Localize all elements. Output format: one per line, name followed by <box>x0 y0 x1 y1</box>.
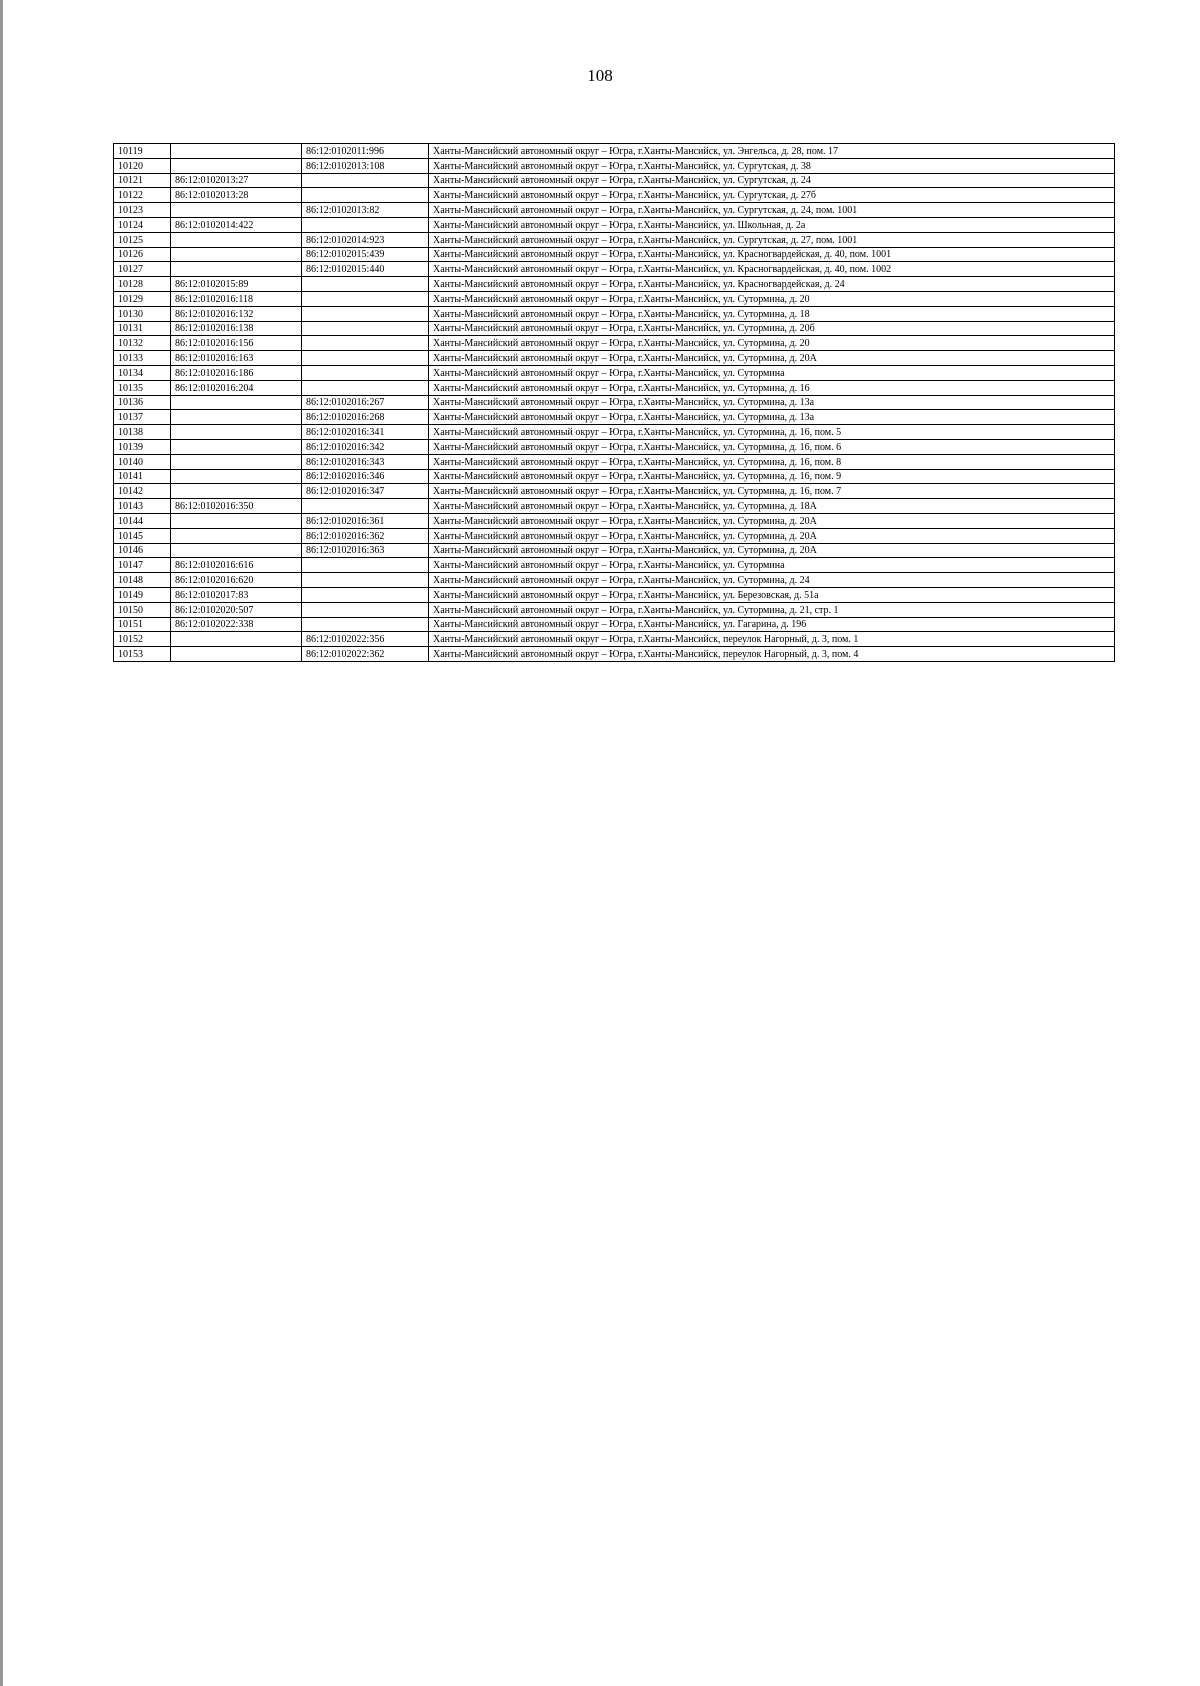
table-row <box>114 232 1115 247</box>
land-cadastral-cell: 86:12:0102013:27 <box>171 173 302 188</box>
table-row <box>114 188 1115 203</box>
building-cadastral-cell: 86:12:0102013:82 <box>302 203 429 218</box>
row-number-cell: 10150 <box>114 602 171 617</box>
table-row <box>114 380 1115 395</box>
address-cell: Ханты-Мансийский автономный округ – Югра, г.Ханты-Мансийск, ул. Красногвардейская, д. 40, пом. 1002 <box>429 262 1115 277</box>
registry-table <box>113 143 1115 662</box>
land-cadastral-cell: 86:12:0102016:350 <box>171 499 302 514</box>
building-cadastral-cell: 86:12:0102016:343 <box>302 454 429 469</box>
building-cadastral-cell <box>302 558 429 573</box>
address-cell: Ханты-Мансийский автономный округ – Югра, г.Ханты-Мансийск, ул. Сутормина, д. 24 <box>429 573 1115 588</box>
row-number-cell: 10147 <box>114 558 171 573</box>
building-cadastral-cell: 86:12:0102011:996 <box>302 144 429 159</box>
building-cadastral-cell <box>302 602 429 617</box>
scan-edge <box>0 0 3 1686</box>
row-number-cell: 10148 <box>114 573 171 588</box>
table-row <box>114 647 1115 662</box>
address-cell: Ханты-Мансийский автономный округ – Югра, г.Ханты-Мансийск, ул. Сутормина, д. 16, пом. 5 <box>429 425 1115 440</box>
address-cell: Ханты-Мансийский автономный округ – Югра, г.Ханты-Мансийск, ул. Сургутская, д. 24, пом. 1001 <box>429 203 1115 218</box>
table-row <box>114 558 1115 573</box>
address-cell: Ханты-Мансийский автономный округ – Югра, г.Ханты-Мансийск, ул. Сургутская, д. 38 <box>429 158 1115 173</box>
building-cadastral-cell <box>302 306 429 321</box>
page-number: 108 <box>587 66 613 85</box>
table-row <box>114 173 1115 188</box>
land-cadastral-cell: 86:12:0102022:338 <box>171 617 302 632</box>
table-row <box>114 291 1115 306</box>
row-number-cell: 10152 <box>114 632 171 647</box>
address-cell: Ханты-Мансийский автономный округ – Югра, г.Ханты-Мансийск, ул. Сутормина, д. 18А <box>429 499 1115 514</box>
address-cell: Ханты-Мансийский автономный округ – Югра, г.Ханты-Мансийск, ул. Сутормина, д. 13а <box>429 410 1115 425</box>
table-row <box>114 617 1115 632</box>
row-number-cell: 10140 <box>114 454 171 469</box>
land-cadastral-cell <box>171 158 302 173</box>
row-number-cell: 10127 <box>114 262 171 277</box>
land-cadastral-cell: 86:12:0102016:204 <box>171 380 302 395</box>
table-row <box>114 262 1115 277</box>
land-cadastral-cell <box>171 395 302 410</box>
building-cadastral-cell <box>302 277 429 292</box>
land-cadastral-cell: 86:12:0102020:507 <box>171 602 302 617</box>
address-cell: Ханты-Мансийский автономный округ – Югра, г.Ханты-Мансийск, ул. Сургутская, д. 27б <box>429 188 1115 203</box>
building-cadastral-cell: 86:12:0102016:361 <box>302 513 429 528</box>
row-number-cell: 10126 <box>114 247 171 262</box>
building-cadastral-cell: 86:12:0102016:341 <box>302 425 429 440</box>
address-cell: Ханты-Мансийский автономный округ – Югра, г.Ханты-Мансийск, ул. Гагарина, д. 196 <box>429 617 1115 632</box>
building-cadastral-cell: 86:12:0102013:108 <box>302 158 429 173</box>
building-cadastral-cell: 86:12:0102015:440 <box>302 262 429 277</box>
building-cadastral-cell: 86:12:0102016:346 <box>302 469 429 484</box>
building-cadastral-cell: 86:12:0102022:356 <box>302 632 429 647</box>
building-cadastral-cell <box>302 321 429 336</box>
land-cadastral-cell: 86:12:0102016:138 <box>171 321 302 336</box>
address-cell: Ханты-Мансийский автономный округ – Югра, г.Ханты-Мансийск, ул. Сутормина, д. 16, пом. 9 <box>429 469 1115 484</box>
land-cadastral-cell: 86:12:0102015:89 <box>171 277 302 292</box>
address-cell: Ханты-Мансийский автономный округ – Югра, г.Ханты-Мансийск, ул. Березовская, д. 51а <box>429 587 1115 602</box>
building-cadastral-cell: 86:12:0102014:923 <box>302 232 429 247</box>
address-cell: Ханты-Мансийский автономный округ – Югра, г.Ханты-Мансийск, ул. Сургутская, д. 27, пом. 1001 <box>429 232 1115 247</box>
land-cadastral-cell: 86:12:0102016:118 <box>171 291 302 306</box>
address-cell: Ханты-Мансийский автономный округ – Югра, г.Ханты-Мансийск, ул. Сутормина, д. 20А <box>429 528 1115 543</box>
row-number-cell: 10119 <box>114 144 171 159</box>
land-cadastral-cell <box>171 425 302 440</box>
row-number-cell: 10120 <box>114 158 171 173</box>
row-number-cell: 10121 <box>114 173 171 188</box>
address-cell: Ханты-Мансийский автономный округ – Югра, г.Ханты-Мансийск, ул. Сутормина <box>429 365 1115 380</box>
row-number-cell: 10139 <box>114 439 171 454</box>
address-cell: Ханты-Мансийский автономный округ – Югра, г.Ханты-Мансийск, ул. Сутормина, д. 16 <box>429 380 1115 395</box>
address-cell: Ханты-Мансийский автономный округ – Югра, г.Ханты-Мансийск, ул. Сутормина, д. 20А <box>429 513 1115 528</box>
table-row <box>114 454 1115 469</box>
address-cell: Ханты-Мансийский автономный округ – Югра, г.Ханты-Мансийск, ул. Красногвардейская, д. 40, пом. 1001 <box>429 247 1115 262</box>
land-cadastral-cell <box>171 203 302 218</box>
address-cell: Ханты-Мансийский автономный округ – Югра, г.Ханты-Мансийск, переулок Нагорный, д. 3, пом. 1 <box>429 632 1115 647</box>
table-row <box>114 439 1115 454</box>
land-cadastral-cell <box>171 232 302 247</box>
address-cell: Ханты-Мансийский автономный округ – Югра, г.Ханты-Мансийск, ул. Сутормина, д. 20б <box>429 321 1115 336</box>
table-row <box>114 321 1115 336</box>
row-number-cell: 10136 <box>114 395 171 410</box>
land-cadastral-cell <box>171 513 302 528</box>
land-cadastral-cell <box>171 439 302 454</box>
table-row <box>114 410 1115 425</box>
address-cell: Ханты-Мансийский автономный округ – Югра, г.Ханты-Мансийск, переулок Нагорный, д. 3, пом. 4 <box>429 647 1115 662</box>
table-row <box>114 336 1115 351</box>
building-cadastral-cell: 86:12:0102016:267 <box>302 395 429 410</box>
table-row <box>114 306 1115 321</box>
table-row <box>114 602 1115 617</box>
building-cadastral-cell: 86:12:0102015:439 <box>302 247 429 262</box>
land-cadastral-cell <box>171 410 302 425</box>
land-cadastral-cell <box>171 647 302 662</box>
building-cadastral-cell <box>302 217 429 232</box>
land-cadastral-cell: 86:12:0102016:620 <box>171 573 302 588</box>
land-cadastral-cell: 86:12:0102014:422 <box>171 217 302 232</box>
table-row <box>114 351 1115 366</box>
row-number-cell: 10124 <box>114 217 171 232</box>
row-number-cell: 10145 <box>114 528 171 543</box>
row-number-cell: 10138 <box>114 425 171 440</box>
building-cadastral-cell: 86:12:0102016:347 <box>302 484 429 499</box>
building-cadastral-cell <box>302 617 429 632</box>
row-number-cell: 10137 <box>114 410 171 425</box>
address-cell: Ханты-Мансийский автономный округ – Югра, г.Ханты-Мансийск, ул. Сутормина <box>429 558 1115 573</box>
land-cadastral-cell <box>171 632 302 647</box>
building-cadastral-cell <box>302 336 429 351</box>
land-cadastral-cell <box>171 543 302 558</box>
row-number-cell: 10135 <box>114 380 171 395</box>
building-cadastral-cell: 86:12:0102016:363 <box>302 543 429 558</box>
table-row <box>114 528 1115 543</box>
building-cadastral-cell <box>302 173 429 188</box>
row-number-cell: 10153 <box>114 647 171 662</box>
land-cadastral-cell <box>171 454 302 469</box>
table-row <box>114 277 1115 292</box>
land-cadastral-cell: 86:12:0102017:83 <box>171 587 302 602</box>
land-cadastral-cell: 86:12:0102013:28 <box>171 188 302 203</box>
building-cadastral-cell <box>302 351 429 366</box>
address-cell: Ханты-Мансийский автономный округ – Югра, г.Ханты-Мансийск, ул. Сургутская, д. 24 <box>429 173 1115 188</box>
address-cell: Ханты-Мансийский автономный округ – Югра, г.Ханты-Мансийск, ул. Сутормина, д. 16, пом. 8 <box>429 454 1115 469</box>
address-cell: Ханты-Мансийский автономный округ – Югра, г.Ханты-Мансийск, ул. Сутормина, д. 13а <box>429 395 1115 410</box>
row-number-cell: 10133 <box>114 351 171 366</box>
land-cadastral-cell: 86:12:0102016:186 <box>171 365 302 380</box>
row-number-cell: 10149 <box>114 587 171 602</box>
table-row <box>114 365 1115 380</box>
address-cell: Ханты-Мансийский автономный округ – Югра, г.Ханты-Мансийск, ул. Сутормина, д. 18 <box>429 306 1115 321</box>
building-cadastral-cell <box>302 188 429 203</box>
address-cell: Ханты-Мансийский автономный округ – Югра, г.Ханты-Мансийск, ул. Сутормина, д. 20А <box>429 351 1115 366</box>
address-cell: Ханты-Мансийский автономный округ – Югра, г.Ханты-Мансийск, ул. Сутормина, д. 20 <box>429 336 1115 351</box>
address-cell: Ханты-Мансийский автономный округ – Югра, г.Ханты-Мансийск, ул. Красногвардейская, д. 24 <box>429 277 1115 292</box>
address-cell: Ханты-Мансийский автономный округ – Югра, г.Ханты-Мансийск, ул. Энгельса, д. 28, пом. 17 <box>429 144 1115 159</box>
address-cell: Ханты-Мансийский автономный округ – Югра, г.Ханты-Мансийск, ул. Сутормина, д. 21, стр. 1 <box>429 602 1115 617</box>
land-cadastral-cell <box>171 247 302 262</box>
table-row <box>114 158 1115 173</box>
building-cadastral-cell: 86:12:0102016:362 <box>302 528 429 543</box>
row-number-cell: 10141 <box>114 469 171 484</box>
building-cadastral-cell: 86:12:0102016:268 <box>302 410 429 425</box>
table-row <box>114 499 1115 514</box>
row-number-cell: 10151 <box>114 617 171 632</box>
building-cadastral-cell <box>302 365 429 380</box>
building-cadastral-cell: 86:12:0102022:362 <box>302 647 429 662</box>
row-number-cell: 10131 <box>114 321 171 336</box>
land-cadastral-cell: 86:12:0102016:132 <box>171 306 302 321</box>
table-row <box>114 144 1115 159</box>
row-number-cell: 10128 <box>114 277 171 292</box>
row-number-cell: 10122 <box>114 188 171 203</box>
table-row <box>114 203 1115 218</box>
table-row <box>114 573 1115 588</box>
address-cell: Ханты-Мансийский автономный округ – Югра, г.Ханты-Мансийск, ул. Сутормина, д. 16, пом. 6 <box>429 439 1115 454</box>
row-number-cell: 10144 <box>114 513 171 528</box>
table-row <box>114 395 1115 410</box>
building-cadastral-cell <box>302 499 429 514</box>
row-number-cell: 10134 <box>114 365 171 380</box>
row-number-cell: 10130 <box>114 306 171 321</box>
table-row <box>114 543 1115 558</box>
building-cadastral-cell <box>302 573 429 588</box>
row-number-cell: 10123 <box>114 203 171 218</box>
building-cadastral-cell <box>302 291 429 306</box>
row-number-cell: 10143 <box>114 499 171 514</box>
land-cadastral-cell <box>171 144 302 159</box>
row-number-cell: 10142 <box>114 484 171 499</box>
land-cadastral-cell: 86:12:0102016:163 <box>171 351 302 366</box>
building-cadastral-cell <box>302 587 429 602</box>
row-number-cell: 10146 <box>114 543 171 558</box>
registry-table-body <box>114 144 1115 662</box>
table-row <box>114 632 1115 647</box>
table-row <box>114 425 1115 440</box>
table-row <box>114 469 1115 484</box>
land-cadastral-cell <box>171 469 302 484</box>
table-row <box>114 513 1115 528</box>
address-cell: Ханты-Мансийский автономный округ – Югра, г.Ханты-Мансийск, ул. Сутормина, д. 20А <box>429 543 1115 558</box>
table-row <box>114 247 1115 262</box>
land-cadastral-cell <box>171 262 302 277</box>
land-cadastral-cell <box>171 484 302 499</box>
land-cadastral-cell: 86:12:0102016:156 <box>171 336 302 351</box>
table-row <box>114 217 1115 232</box>
address-cell: Ханты-Мансийский автономный округ – Югра, г.Ханты-Мансийск, ул. Сутормина, д. 20 <box>429 291 1115 306</box>
row-number-cell: 10125 <box>114 232 171 247</box>
row-number-cell: 10129 <box>114 291 171 306</box>
land-cadastral-cell: 86:12:0102016:616 <box>171 558 302 573</box>
table-row <box>114 587 1115 602</box>
table-row <box>114 484 1115 499</box>
building-cadastral-cell <box>302 380 429 395</box>
land-cadastral-cell <box>171 528 302 543</box>
row-number-cell: 10132 <box>114 336 171 351</box>
address-cell: Ханты-Мансийский автономный округ – Югра, г.Ханты-Мансийск, ул. Школьная, д. 2а <box>429 217 1115 232</box>
building-cadastral-cell: 86:12:0102016:342 <box>302 439 429 454</box>
address-cell: Ханты-Мансийский автономный округ – Югра, г.Ханты-Мансийск, ул. Сутормина, д. 16, пом. 7 <box>429 484 1115 499</box>
